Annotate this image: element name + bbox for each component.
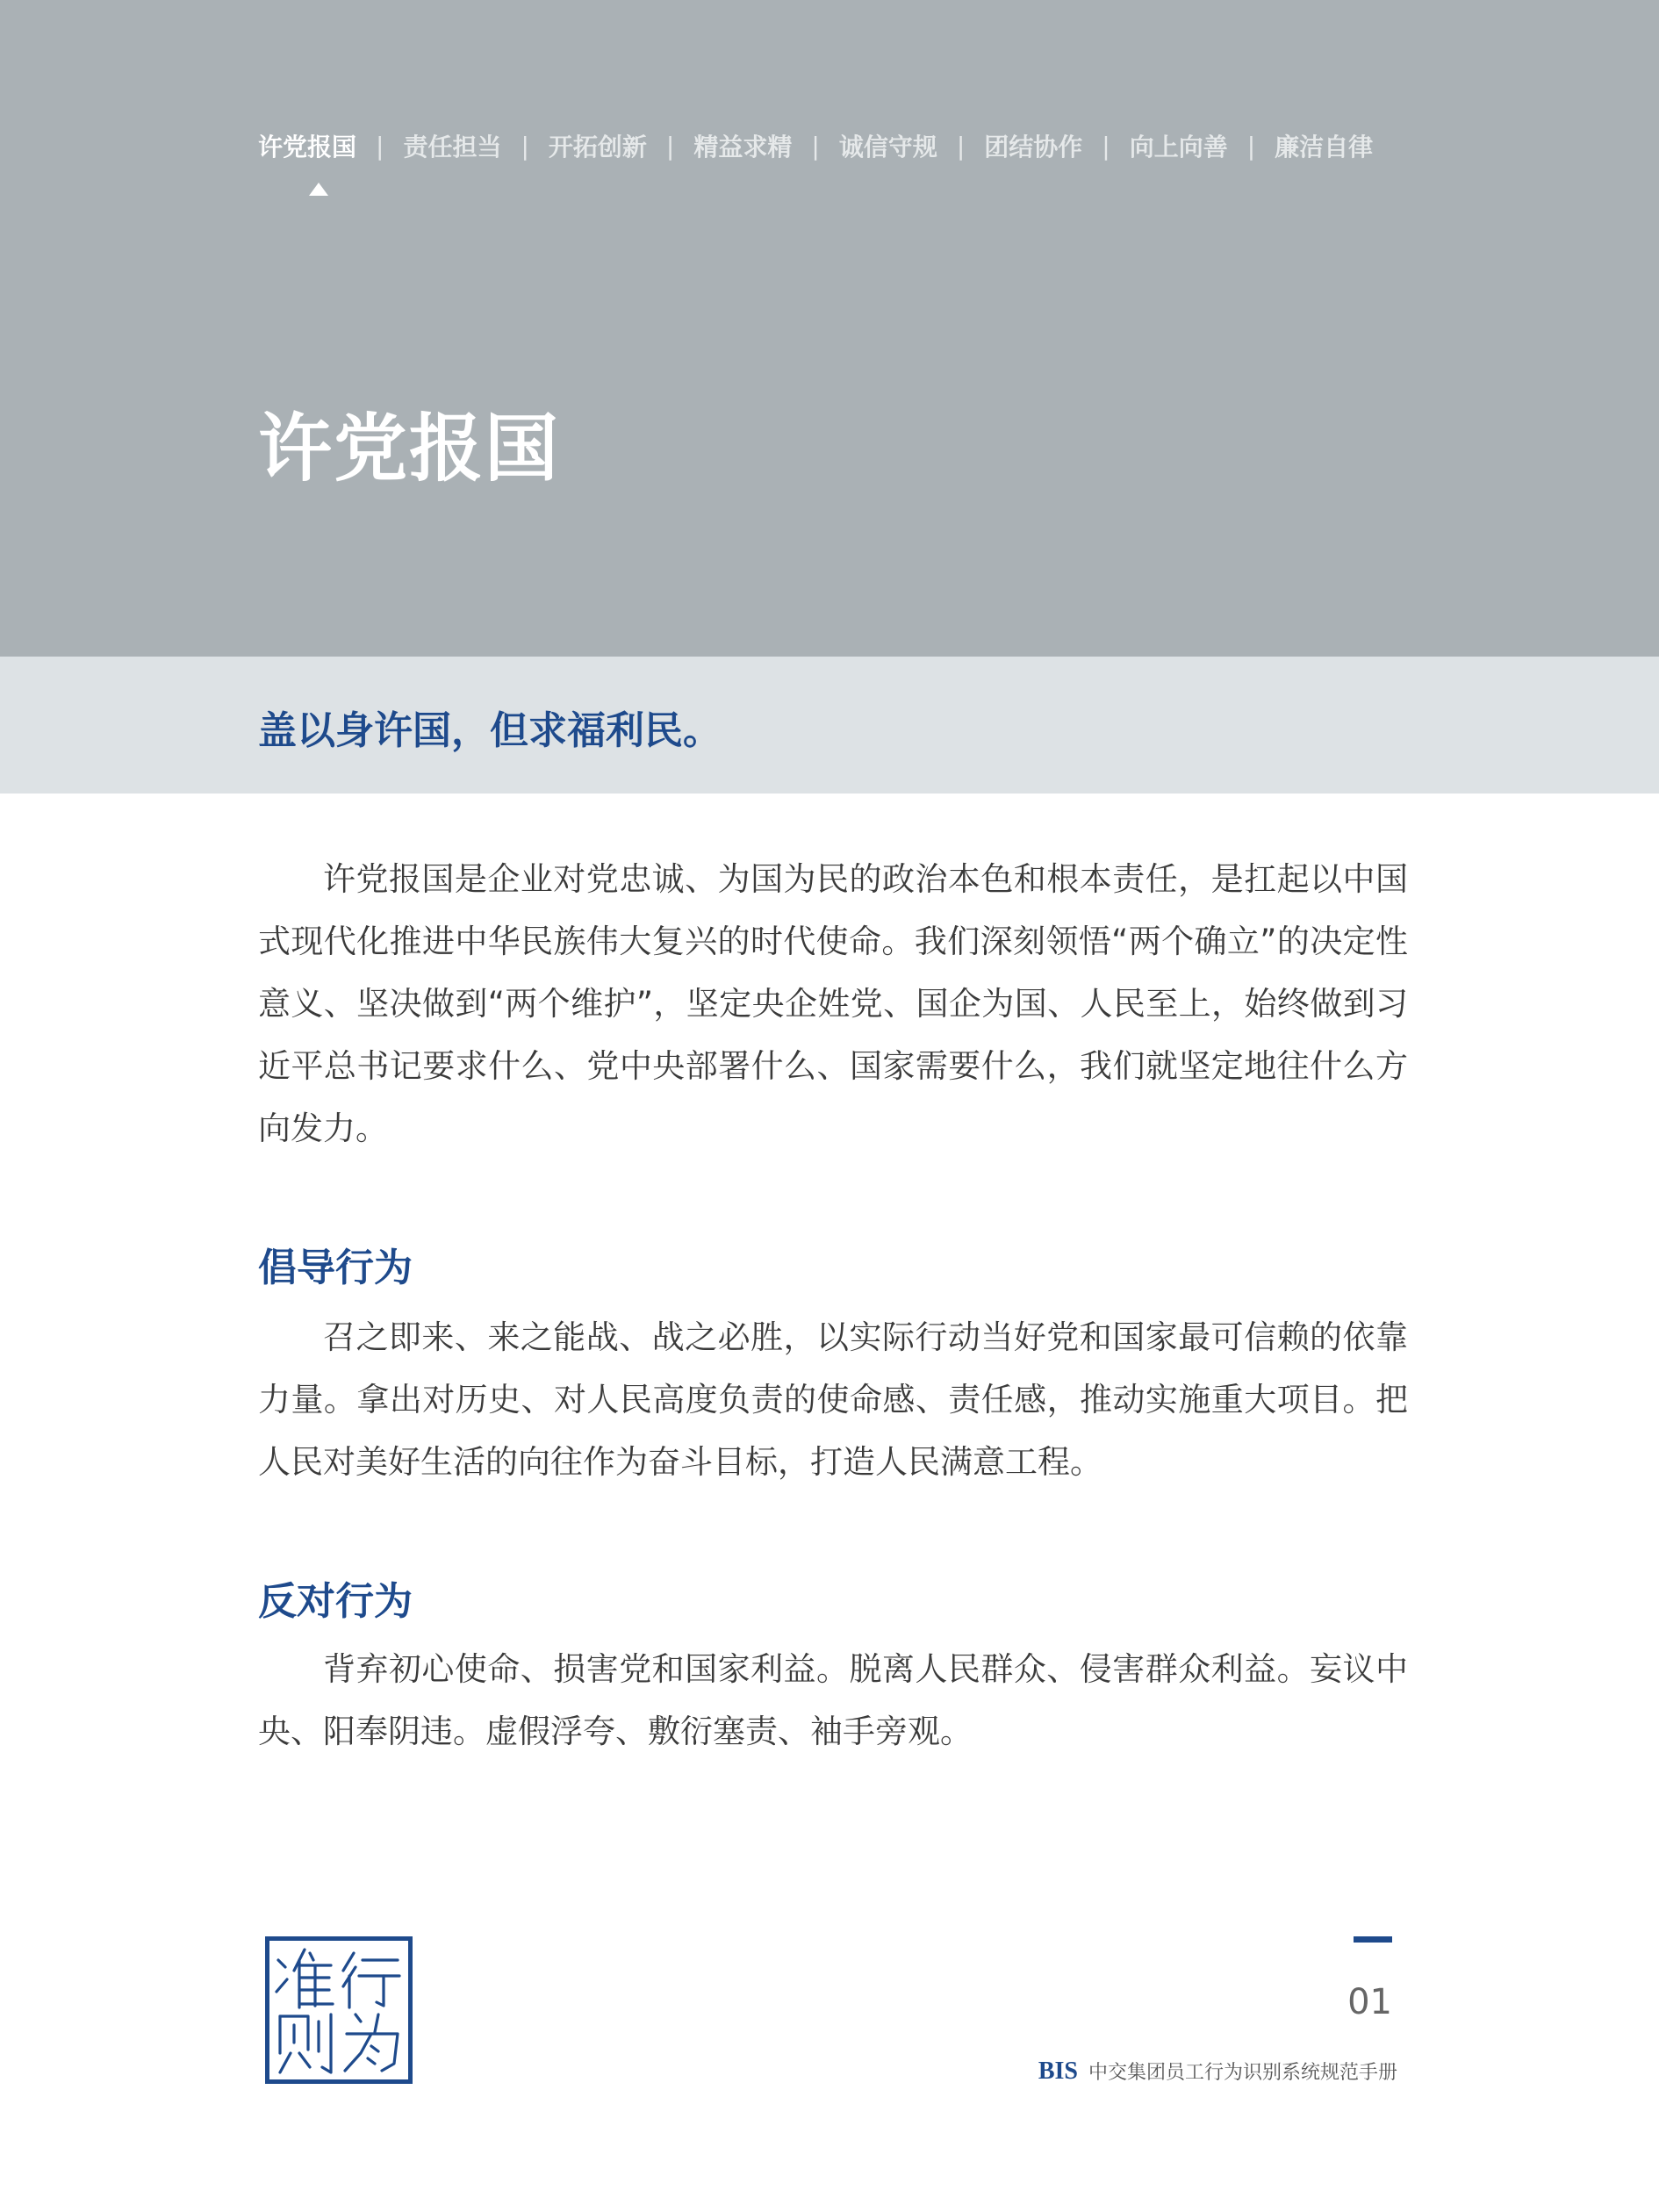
opposed-behavior-text: 背弃初心使命、损害党和国家利益。脱离人民群众、侵害群众利益。妄议中央、阳奉阴违。虚假浮夸、敷衍塞责、袖手旁观。 — [258, 1650, 1408, 1750]
page-title: 许党报国 — [258, 406, 561, 492]
footer-manual-title: 中交集团员工行为识别系统规范手册 — [1088, 2062, 1397, 2084]
nav-separator: | — [1246, 131, 1256, 161]
seal-logo — [265, 1936, 413, 2084]
motto-text: 盖以身许国，但求福利民。 — [258, 708, 722, 753]
nav-item-zerendandang[interactable]: 责任担当 — [403, 133, 502, 162]
opposed-behavior-heading: 反对行为 — [258, 1579, 413, 1624]
nav-separator: | — [1102, 131, 1110, 161]
nav-separator: | — [811, 131, 820, 161]
page-marker-bar — [1354, 1936, 1392, 1943]
footer — [1038, 2058, 1397, 2086]
nav-separator: | — [521, 131, 529, 161]
advocated-behavior-text: 召之即来、来之能战、战之必胜，以实际行动当好党和国家最可信赖的依靠力量。拿出对历史、对人民高度负责的使命感、责任感，推动实施重大项目。把人民对美好生活的向往作为奋斗目标，打造人民满意工程。 — [258, 1318, 1408, 1481]
footer-brand: BIS — [1038, 2058, 1078, 2085]
nav-item-jingyiqiujing[interactable]: 精益求精 — [693, 133, 793, 162]
nav-item-xiangshangxiangshan[interactable]: 向上向善 — [1129, 133, 1228, 162]
active-nav-caret-icon — [309, 183, 328, 196]
chapter-nav — [258, 128, 1373, 163]
header-banner — [0, 0, 1659, 657]
nav-separator: | — [376, 131, 384, 161]
advocated-behavior-heading: 倡导行为 — [258, 1246, 413, 1290]
motto-band — [0, 657, 1659, 794]
nav-item-lianjiezilv[interactable]: 廉洁自律 — [1275, 133, 1374, 162]
nav-item-kaituochuangxin[interactable]: 开拓创新 — [548, 133, 647, 162]
seal-logo-icon — [269, 1941, 408, 2079]
nav-item-tuanjiexiezuo[interactable]: 团结协作 — [984, 133, 1083, 162]
intro-paragraph: 许党报国是企业对党忠诚、为国为民的政治本色和根本责任，是扛起以中国式现代化推进中华民族伟大复兴的时代使命。我们深刻领悟“两个确立”的决定性意义、坚决做到“两个维护”，坚定央企姓党、国企为国、人民至上，始终做到习近平总书记要求什么、党中央部署什么、国家需要什么，我们就坚定地往什么方向发力。 — [258, 860, 1408, 1147]
page-number: 01 — [1347, 1982, 1392, 2022]
nav-item-xudangbaoguo[interactable]: 许党报国 — [258, 133, 357, 162]
nav-separator: | — [665, 131, 675, 161]
nav-separator: | — [956, 131, 966, 161]
nav-item-chengxinshougui[interactable]: 诚信守规 — [838, 133, 937, 162]
